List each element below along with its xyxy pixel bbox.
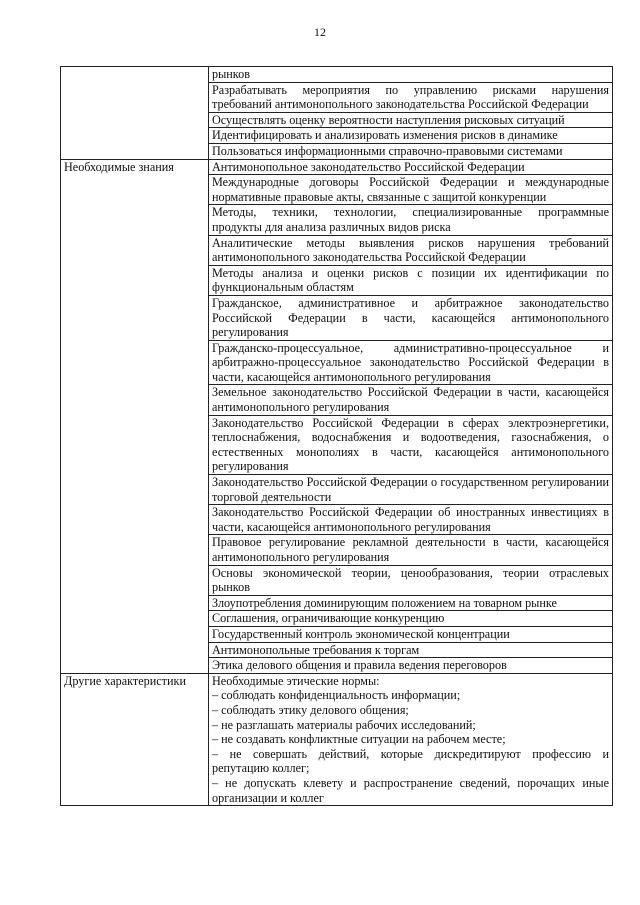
table-row bbox=[61, 67, 613, 83]
table-cell-item: Соглашения, ограничивающие конкуренцию bbox=[209, 611, 613, 627]
list-item: – не разглашать материалы рабочих исследований; bbox=[212, 717, 476, 732]
table-cell-item: Законодательство Российской Федерации о государственном регулировании торговой деятельности bbox=[209, 475, 613, 505]
table-cell-item: Законодательство Российской Федерации об иностранных инвестициях в части, касающейся антимонопольного регулирования bbox=[209, 505, 613, 535]
table-row bbox=[61, 159, 613, 175]
list-item: Необходимые этические нормы: bbox=[212, 673, 380, 688]
table-cell-item: Земельное законодательство Российской Федерации в части, касающейся антимонопольного регулирования bbox=[209, 385, 613, 415]
ethics-list bbox=[212, 674, 609, 805]
table-cell-item: Методы анализа и оценки рисков с позиции их идентификации по функциональным областям bbox=[209, 265, 613, 295]
table-cell-item: Основы экономической теории, ценообразования, теории отраслевых рынков bbox=[209, 565, 613, 595]
list-item: – соблюдать конфиденциальность информации; bbox=[212, 688, 461, 703]
table-cell-item: Этика делового общения и правила ведения переговоров bbox=[209, 658, 613, 674]
table-cell-item: Осуществлять оценку вероятности наступления рисковых ситуаций bbox=[209, 112, 613, 128]
list-item: – не создавать конфликтные ситуации на рабочем месте; bbox=[212, 732, 506, 747]
empty-label-cell bbox=[61, 67, 209, 160]
table-cell-item: Антимонопольные требования к торгам bbox=[209, 642, 613, 658]
row-label-knowledge: Необходимые знания bbox=[61, 159, 209, 673]
table-cell-item: Гражданское, административное и арбитражное законодательство Российской Федерации в части, касающейся антимонопольного регулирования bbox=[209, 295, 613, 340]
table-cell-item: Злоупотребления доминирующим положением на товарном рынке bbox=[209, 595, 613, 611]
list-item: – соблюдать этику делового общения; bbox=[212, 702, 409, 717]
competency-table bbox=[60, 66, 613, 806]
list-item: – не допускать клевету и распространение сведений, порочащих иные организации и коллег bbox=[212, 775, 609, 805]
page-number: 12 bbox=[314, 25, 326, 39]
table-cell-item: Правовое регулирование рекламной деятельности в части, касающейся антимонопольного регулирования bbox=[209, 535, 613, 565]
table-cell-item: Аналитические методы выявления рисков нарушения требований антимонопольного законодательства Российской Федерации bbox=[209, 235, 613, 265]
table-cell-item: Законодательство Российской Федерации в сферах электроэнергетики, теплоснабжения, водоснабжения и водоотведения, газоснабжения, о естественных монополиях в части, касающейся антимонопольного регулирования bbox=[209, 415, 613, 474]
table-cell-item: Разрабатывать мероприятия по управлению рисками нарушения требований антимонопольного законодательства Российской Федерации bbox=[209, 82, 613, 112]
table-cell-item bbox=[209, 673, 613, 805]
table-cell-item: Методы, техники, технологии, специализированные программные продукты для анализа различных видов риска bbox=[209, 205, 613, 235]
row-label-other: Другие характеристики bbox=[61, 673, 209, 805]
table-cell-item: рынков bbox=[209, 67, 613, 83]
table-cell-item: Гражданско-процессуальное, административно-процессуальное и арбитражно-процессуальное законодательство Российской Федерации в части, касающейся антимонопольного регулирования bbox=[209, 340, 613, 385]
table-cell-item: Пользоваться информационными справочно-правовыми системами bbox=[209, 143, 613, 159]
table-row bbox=[61, 673, 613, 805]
table-cell-item: Международные договоры Российской Федерации и международные нормативные правовые акты, связанные с защитой конкуренции bbox=[209, 175, 613, 205]
table-cell-item: Антимонопольное законодательство Российской Федерации bbox=[209, 159, 613, 175]
list-item: – не совершать действий, которые дискредитируют профессию и репутацию коллег; bbox=[212, 746, 609, 776]
table-cell-item: Государственный контроль экономической концентрации bbox=[209, 626, 613, 642]
table-cell-item: Идентифицировать и анализировать изменения рисков в динамике bbox=[209, 128, 613, 144]
